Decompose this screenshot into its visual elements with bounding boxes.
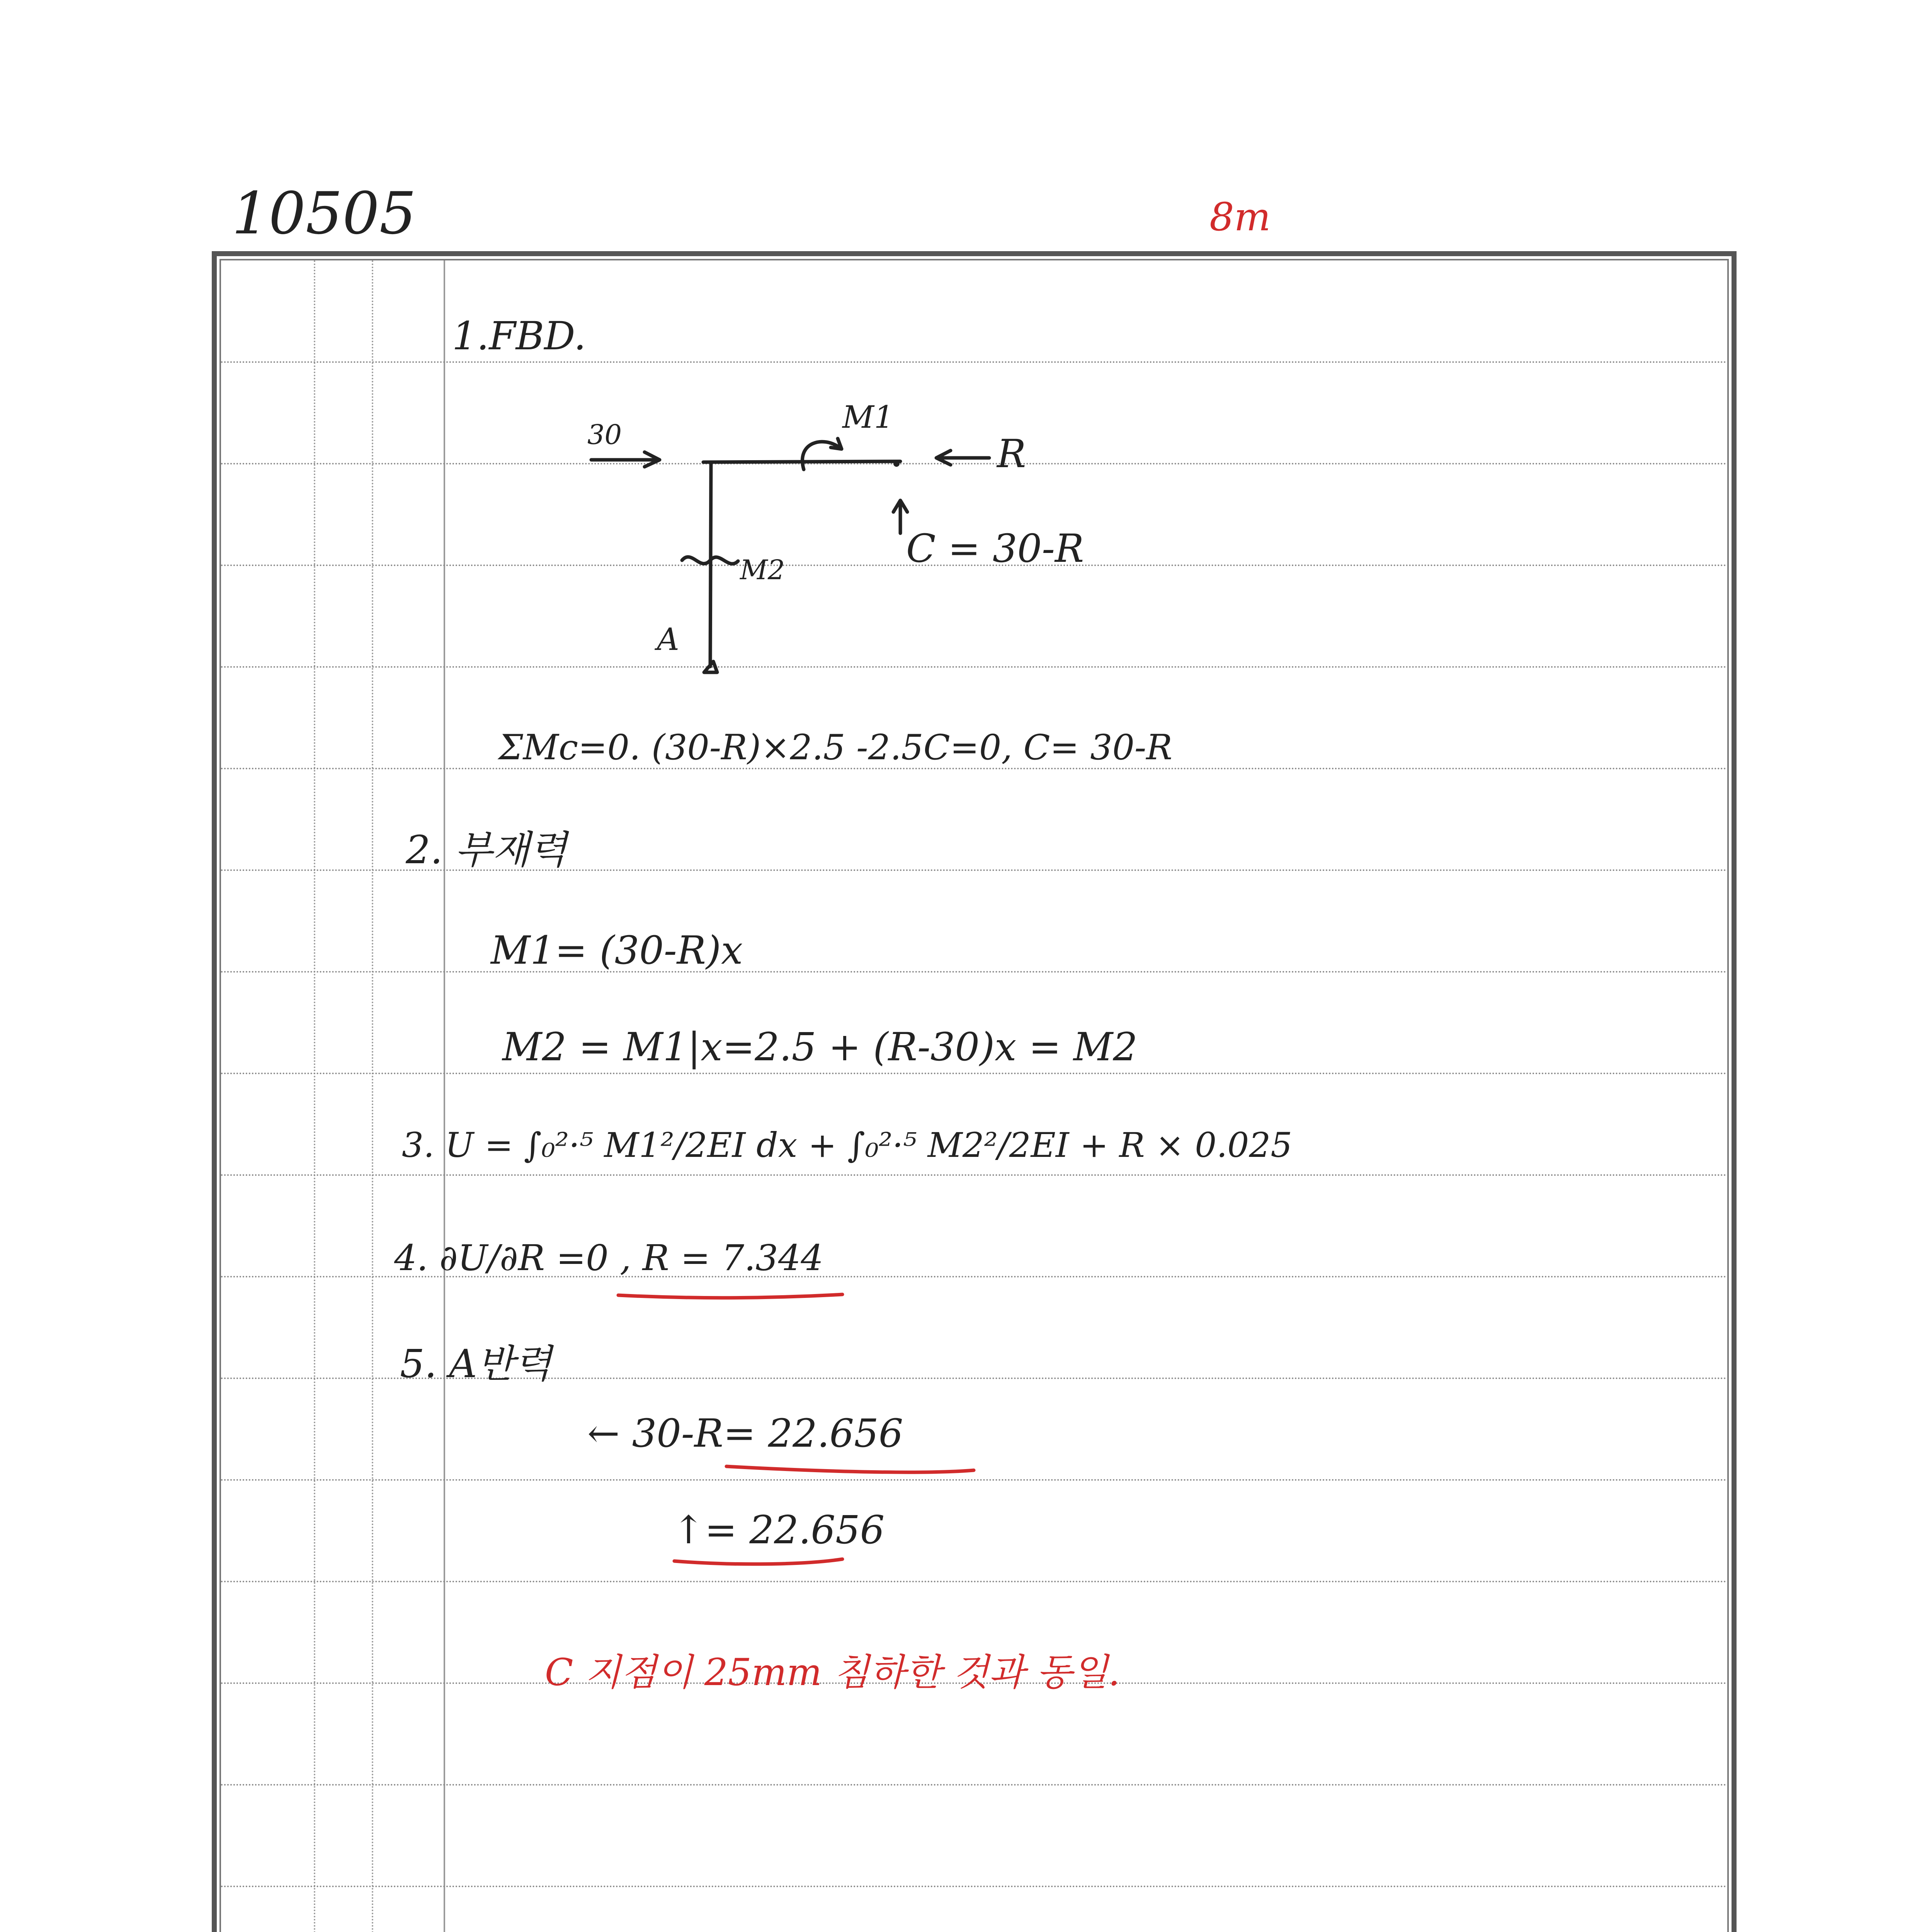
question-number: 10505 [232,180,417,247]
settlement-note: C 지점이 25mm 침하한 것과 동일. [545,1651,1120,1694]
m2-equation: M2 = M1|x=2.5 + (R-30)x = M2 [502,1024,1138,1070]
support-a-label: A [657,621,679,657]
strain-energy-equation: 3. U = ∫₀²·⁵ M1²/2EI dx + ∫₀²·⁵ M2²/2EI + R × 0.025 [402,1125,1293,1165]
step2-heading: 2. 부재력 [406,827,567,872]
castigliano-equation: 4. ∂U/∂R =0 , R = 7.344 [394,1237,823,1279]
fbd-heading: 1.FBD. [452,313,586,359]
reaction-label: R [997,431,1026,476]
vertical-reaction: ↑= 22.656 [672,1507,885,1553]
moment2-label: M2 [740,554,785,586]
score-mark: 8m [1209,194,1271,240]
moment1-label: M1 [842,399,894,435]
step5-heading: 5. A반력 [400,1341,552,1386]
load-label: 30 [587,419,622,451]
horizontal-reaction: ← 30-R= 22.656 [587,1411,903,1456]
reaction-c-label: C = 30-R [906,526,1084,571]
m1-equation: M1= (30-R)x [491,928,743,973]
equilibrium-equation: ΣMc=0. (30-R)×2.5 -2.5C=0, C= 30-R [498,727,1173,768]
